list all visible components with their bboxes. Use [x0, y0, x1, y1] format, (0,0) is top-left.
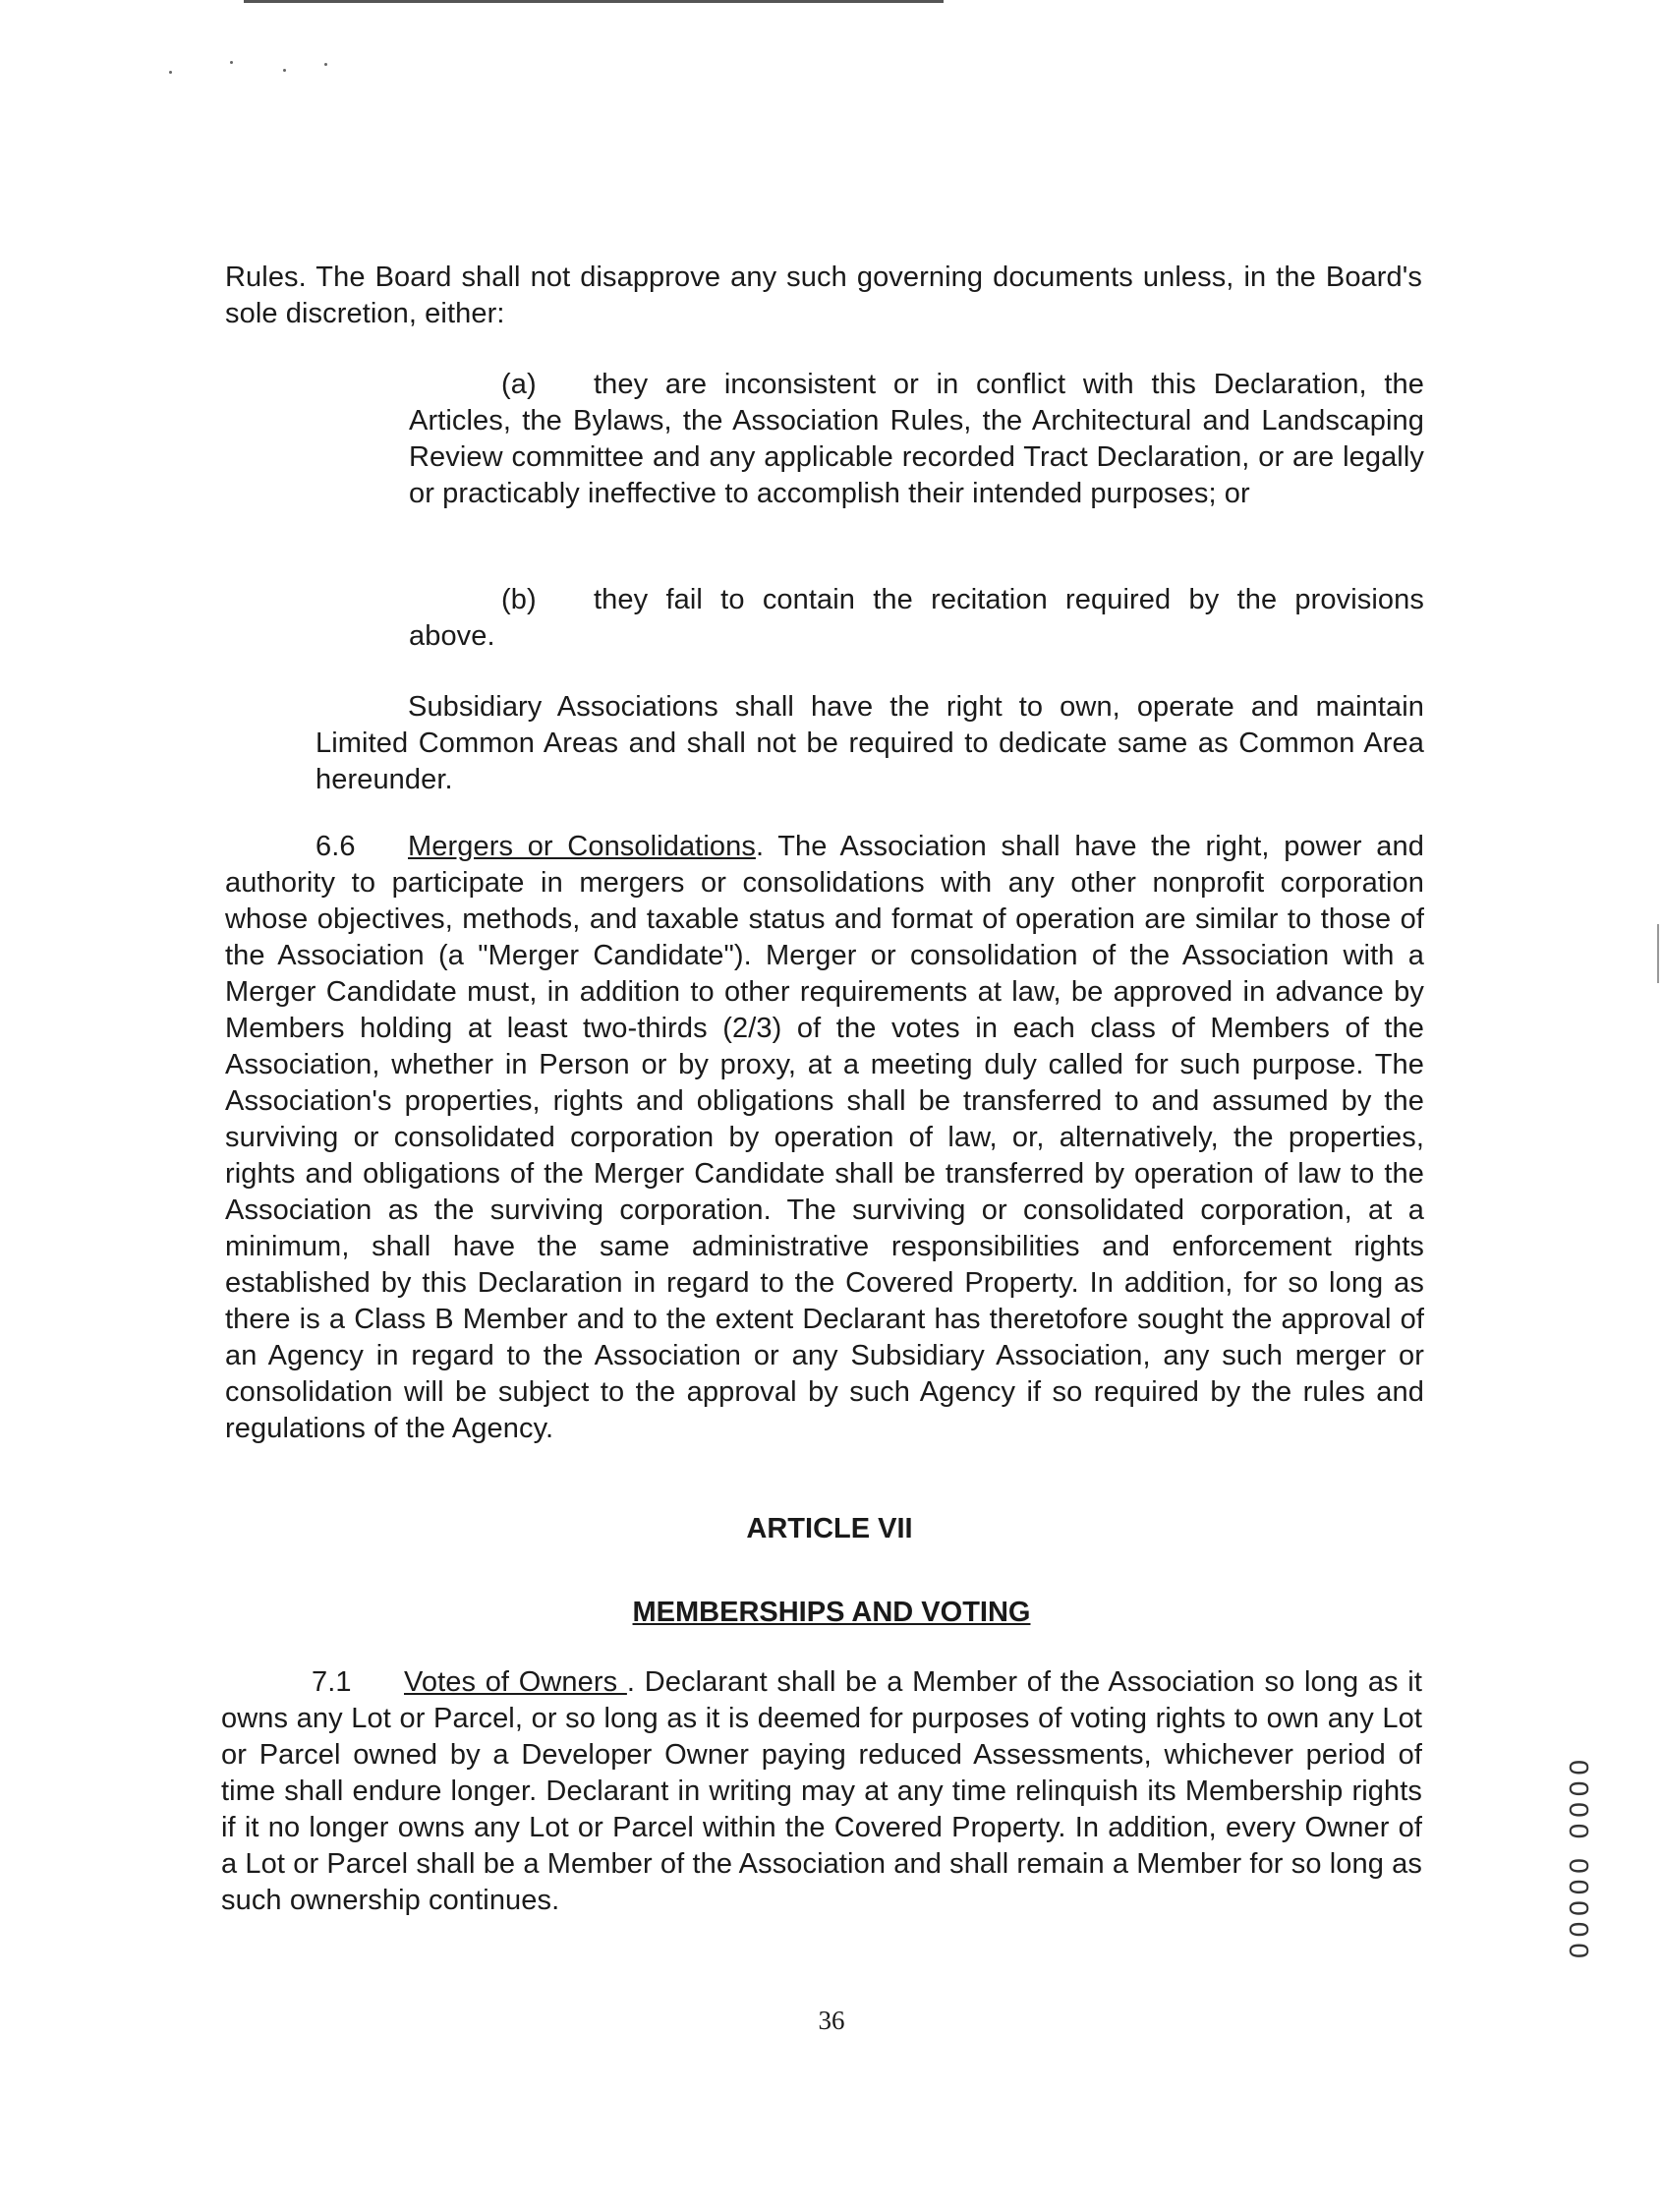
- item-b-label: (b): [501, 584, 537, 615]
- section-6-6-body: . The Association shall have the right, power and authority to participate in mergers or consolidations with any other nonprofit corporation whose objectives, methods, and taxable status and format of operation are similar to those of the Association (a "Merger Candidate"). Merger or consolidation of the Association with a Merger Candidate must, in addition to other requirements at law, be approved in advance by Members holding at least two-thirds (2/3) of the votes in each class of Members of the Association, whether in Person or by proxy, at a meeting duly called for such purpose. The Association's properties, rights and obligations shall be transferred to and assumed by the surviving or consolidated corporation by operation of law, or, alternatively, the properties, rights and obligations of the Merger Candidate shall be transferred by operation of law to the Association as the surviving corporation. The surviving or consolidated corporation, at a minimum, shall have the same administrative responsibilities and enforcement rights established by this Declaration in regard to the Covered Property. In addition, for so long as there is a Class B Member and to the extent Declarant has theretofore sought the approval of an Agency in regard to the Association or any Subsidiary Association, any such merger or consolidation will be subject to the approval by such Agency if so required by the rules and regulations of the Agency.: [225, 831, 1424, 1444]
- article-heading: ARTICLE VII: [746, 1513, 913, 1544]
- section-7-1-number: 7.1: [312, 1666, 352, 1698]
- item-a-text: they are inconsistent or in conflict with this Declaration, the Articles, the Bylaws, the Association Rules, the Architectural and Landscaping Review committee and any applicable recorded Tract Declaration, or are legally or practicably ineffective to accomplish their intended purposes; or: [409, 369, 1424, 509]
- page-number: 36: [818, 2006, 845, 2035]
- section-7-1-title: Votes of Owners: [404, 1666, 627, 1698]
- list-item-b: [409, 582, 1424, 655]
- top-rule: [244, 0, 944, 3]
- article-title-text: MEMBERSHIPS AND VOTING: [632, 1597, 1031, 1628]
- section-7-1-body: . Declarant shall be a Member of the Association so long as it owns any Lot or Parcel, or so long as it is deemed for purposes of voting rights to own any Lot or Parcel owned by a Developer Owner paying reduced Assessments, whichever period of time shall endure longer. Declarant in writing may at any time relinquish its Membership rights if it no longer owns any Lot or Parcel within the Covered Property. In addition, every Owner of a Lot or Parcel shall be a Member of the Association and shall remain a Member for so long as such ownership continues.: [221, 1666, 1422, 1916]
- item-a-label: (a): [501, 369, 537, 400]
- section-6-6-number: 6.6: [315, 831, 356, 862]
- section-6-6-title: Mergers or Consolidations: [408, 831, 756, 862]
- subsidiary-paragraph: Subsidiary Associations shall have the right to own, operate and maintain Limited Common Areas and shall not be required to dedicate same as Common Area hereunder.: [315, 691, 1424, 795]
- scan-specks: [167, 59, 344, 79]
- item-b-text: they fail to contain the recitation required by the provisions above.: [409, 584, 1424, 652]
- section-6-6: [225, 829, 1424, 1447]
- section-7-1: [221, 1664, 1422, 1919]
- document-number-stamp: 0000 00000: [1564, 1760, 1594, 1964]
- list-item-a: [409, 367, 1424, 512]
- article-title: [0, 1595, 1663, 1631]
- margin-mark: [1657, 924, 1659, 983]
- intro-paragraph: Rules. The Board shall not disapprove any such governing documents unless, in the Board's sole discretion, either:: [225, 262, 1422, 329]
